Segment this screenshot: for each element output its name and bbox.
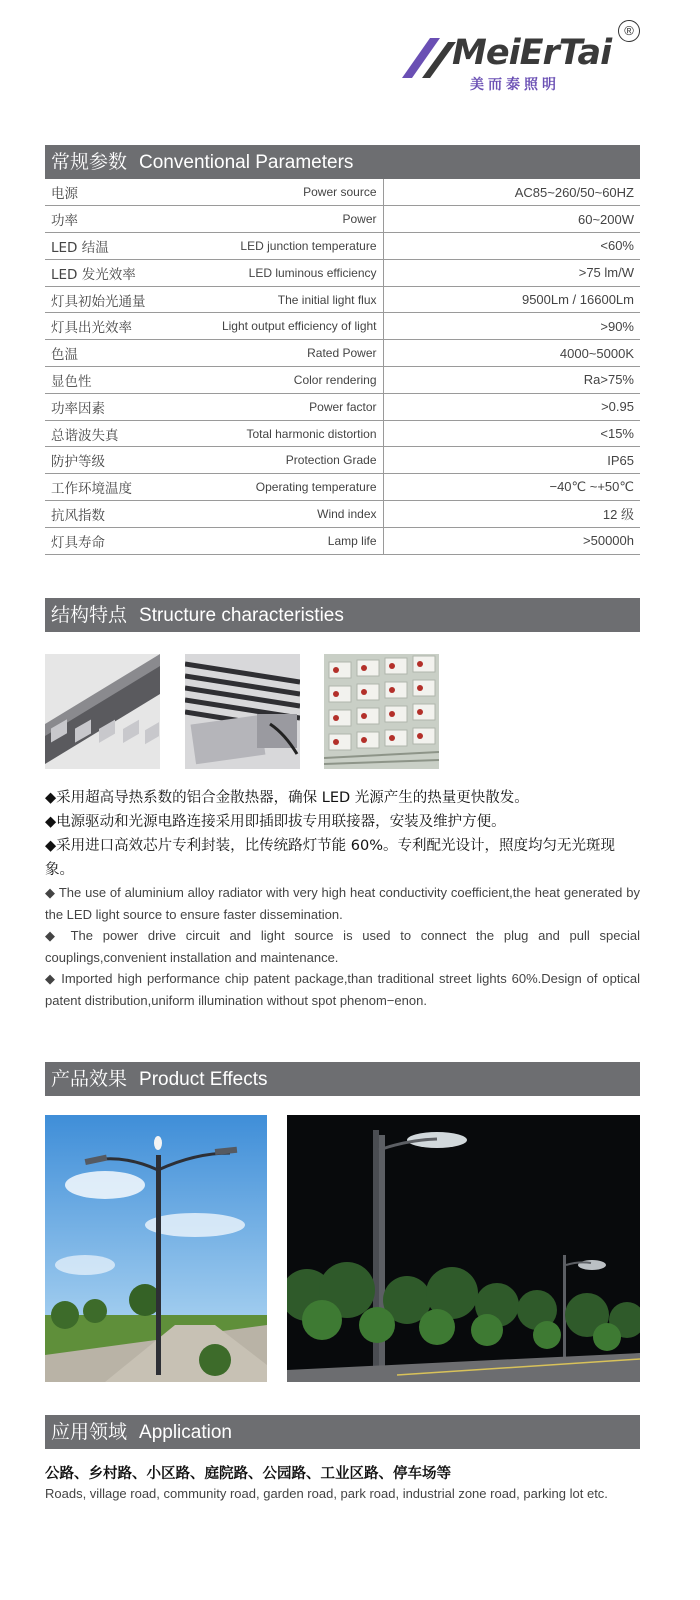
param-name-zh: LED 结温	[45, 233, 195, 260]
param-name-en: LED luminous efficiency	[195, 259, 383, 286]
param-value: 4000~5000K	[383, 340, 640, 367]
param-name-zh: 防护等级	[45, 447, 195, 474]
params-row	[45, 393, 640, 420]
param-name-zh: 总谐波失真	[45, 420, 195, 447]
param-value: 12 级	[383, 501, 640, 528]
param-value: >90%	[383, 313, 640, 340]
params-row	[45, 313, 640, 340]
features-text	[45, 786, 640, 1011]
params-row	[45, 420, 640, 447]
param-value: AC85~260/50~60HZ	[383, 179, 640, 206]
brand-logo	[400, 18, 650, 93]
section-title-en: Conventional Parameters	[139, 152, 354, 173]
logo-mark-icon	[400, 36, 460, 80]
params-section-header	[45, 145, 640, 179]
param-value: IP65	[383, 447, 640, 474]
nighttime-streetlight-photo	[287, 1115, 640, 1382]
section-title-zh: 结构特点	[51, 604, 128, 626]
param-name-zh: 灯具出光效率	[45, 313, 195, 340]
params-row	[45, 286, 640, 313]
params-row	[45, 179, 640, 206]
param-name-zh: 显色性	[45, 367, 195, 394]
params-table	[45, 179, 640, 555]
param-name-zh: 功率	[45, 206, 195, 233]
param-name-zh: 灯具寿命	[45, 527, 195, 554]
section-title-zh: 产品效果	[51, 1068, 128, 1090]
params-row	[45, 447, 640, 474]
led-chip-image	[324, 654, 439, 769]
param-name-en: Lamp life	[195, 527, 383, 554]
feature-en-1: ◆ The use of aluminium alloy radiator with very high heat conductivity coefficient,the heat generated by the LED light source to ensure faster dissemination.	[45, 885, 640, 922]
param-value: <60%	[383, 233, 640, 260]
daytime-streetlight-photo	[45, 1115, 267, 1382]
param-name-en: The initial light flux	[195, 286, 383, 313]
params-row	[45, 527, 640, 554]
application-list-en: Roads, village road, community road, garden road, park road, industrial zone road, parking lot etc.	[45, 1486, 608, 1501]
param-name-en: Light output efficiency of light	[195, 313, 383, 340]
param-name-en: Protection Grade	[195, 447, 383, 474]
param-value: <15%	[383, 420, 640, 447]
param-name-zh: LED 发光效率	[45, 259, 195, 286]
params-row	[45, 233, 640, 260]
param-value: >50000h	[383, 527, 640, 554]
feature-zh-3: ◆采用进口高效芯片专利封装，比传统路灯节能 60%。专利配光设计，照度均匀无光斑现象。	[45, 838, 615, 878]
application-list-zh: 公路、乡村路、小区路、庭院路、公园路、工业区路、停车场等	[45, 1466, 451, 1482]
params-row	[45, 340, 640, 367]
param-name-en: Operating temperature	[195, 474, 383, 501]
param-name-en: Total harmonic distortion	[195, 420, 383, 447]
section-title-zh: 常规参数	[51, 151, 128, 173]
params-row	[45, 474, 640, 501]
feature-en-2: ◆ The power drive circuit and light source is used to connect the plug and pull special couplings,convenient installation and maintenance.	[45, 928, 640, 965]
param-name-zh: 工作环境温度	[45, 474, 195, 501]
param-name-en: Power	[195, 206, 383, 233]
feature-zh-2: ◆电源驱动和光源电路连接采用即插即拔专用联接器，安装及维护方便。	[45, 814, 506, 830]
param-name-zh: 功率因素	[45, 393, 195, 420]
heatsink-image	[45, 654, 160, 769]
section-title-en: Product Effects	[139, 1069, 268, 1090]
param-name-en: Color rendering	[195, 367, 383, 394]
section-title-en: Application	[139, 1422, 232, 1443]
registered-mark: ®	[618, 20, 640, 42]
feature-en-3: ◆ Imported high performance chip patent package,than traditional street lights 60%.Design of optical patent distribution,uniform illumination without spot phenom−enon.	[45, 971, 640, 1008]
section-title-en: Structure characteristies	[139, 605, 344, 626]
param-name-zh: 抗风指数	[45, 501, 195, 528]
logo-chinese-name: 美而泰照明	[470, 77, 560, 93]
logo-wordmark: MeiErTai	[452, 33, 612, 73]
param-value: Ra>75%	[383, 367, 640, 394]
param-name-en: Rated Power	[195, 340, 383, 367]
param-name-zh: 色温	[45, 340, 195, 367]
param-value: >75 lm/W	[383, 259, 640, 286]
effects-section-header	[45, 1062, 640, 1096]
section-title-zh: 应用领域	[51, 1421, 128, 1443]
param-value: −40℃ ~+50℃	[383, 474, 640, 501]
params-row	[45, 259, 640, 286]
params-row	[45, 206, 640, 233]
param-name-en: LED junction temperature	[195, 233, 383, 260]
param-value: >0.95	[383, 393, 640, 420]
param-name-en: Power factor	[195, 393, 383, 420]
param-name-en: Power source	[195, 179, 383, 206]
params-row	[45, 367, 640, 394]
param-value: 60~200W	[383, 206, 640, 233]
application-section-header	[45, 1415, 640, 1449]
param-value: 9500Lm / 16600Lm	[383, 286, 640, 313]
param-name-en: Wind index	[195, 501, 383, 528]
structure-section-header	[45, 598, 640, 632]
params-row	[45, 501, 640, 528]
param-name-zh: 灯具初始光通量	[45, 286, 195, 313]
param-name-zh: 电源	[45, 179, 195, 206]
feature-zh-1: ◆采用超高导热系数的铝合金散热器，确保 LED 光源产生的热量更快散发。	[45, 790, 529, 806]
connector-image	[185, 654, 300, 769]
